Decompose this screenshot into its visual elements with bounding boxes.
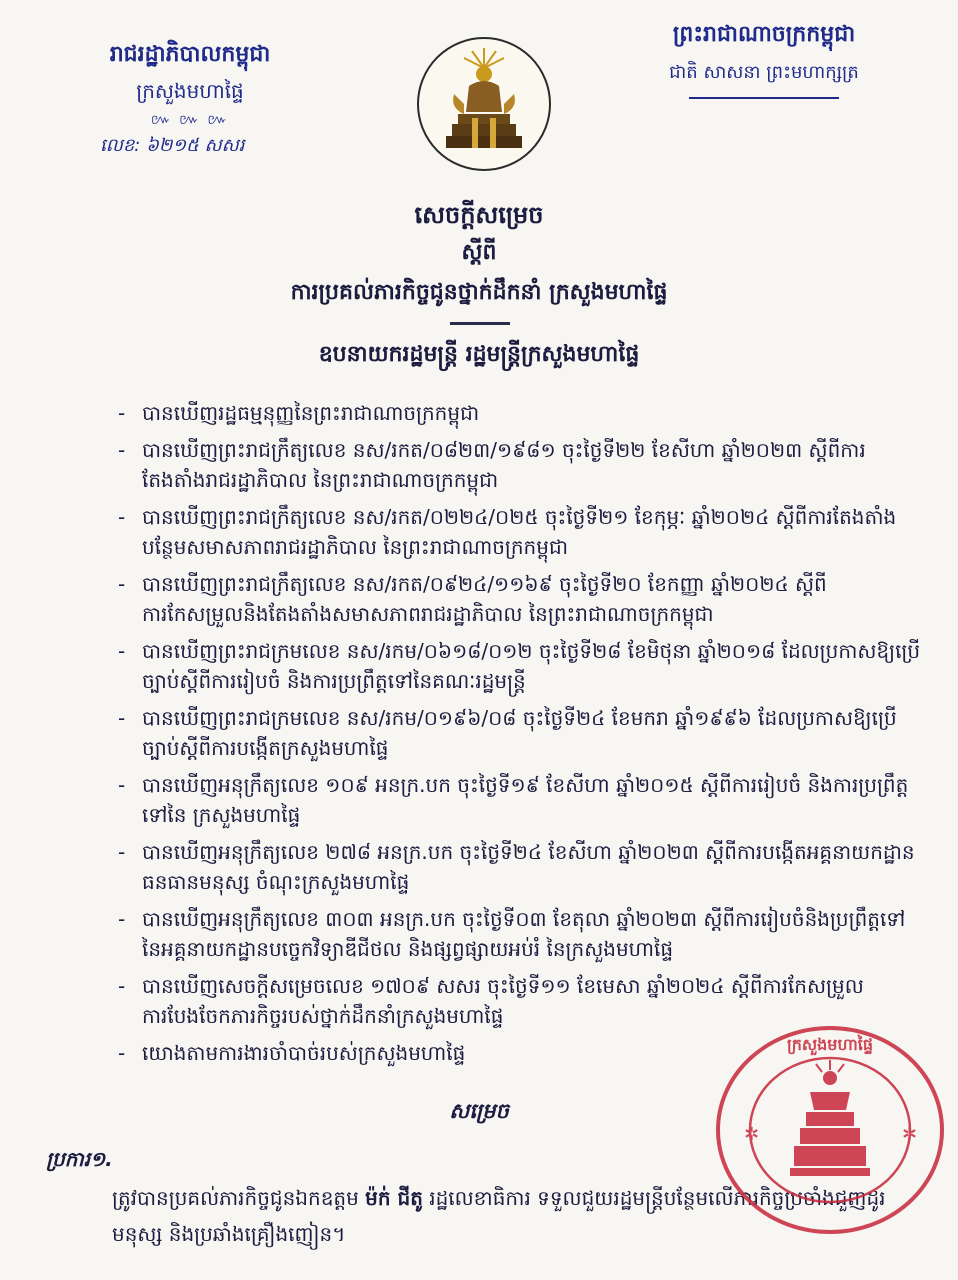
svg-text:✲: ✲	[744, 1124, 760, 1145]
reference-text: យោងតាមការងារចាំបាច់របស់ក្រសួងមហាផ្ទៃ	[142, 1041, 466, 1065]
article-text-after: រដ្ឋលេខាធិការ ទទួលជួយរដ្ឋមន្ត្រីបន្ថែមលើភារកិច្ចប្រចាំងជួញដូរមនុស្ស និងប្រឆាំងគ្រឿងញៀន។	[112, 1186, 886, 1246]
document-subject: ការប្រគល់ភារកិច្ចជូនថ្នាក់ដឹកនាំ ក្រសួងមហាផ្ទៃ	[290, 280, 668, 305]
list-item: - បានឃើញអនុក្រឹត្យលេខ ២៧៨ អនក្រ.បក ចុះថ្ងៃទី២៤ ខែសីហា ឆ្នាំ២០២៣ ស្ដីពីការបង្កើតអគ្គនាយកដ្ឋានធនធានមនុស្ស ចំណុះក្រសួងមហាផ្ទៃ	[118, 840, 915, 894]
kingdom-name: ព្រះរាជាណាចក្រកម្ពុជា	[672, 22, 856, 47]
reference-text: បានឃើញព្រះរាជក្រឹត្យលេខ នស/រកត/០៩២៤/១១៦៩ ចុះថ្ងៃទី២០ ខែកញ្ញា ឆ្នាំ២០២៤ ស្ដីពីការកែសម្រួលនិងតែងតាំងសមាសភាពរាជរដ្ឋាភិបាល នៃព្រះរាជាណាចក្រកម្ពុជា	[142, 572, 827, 626]
decision-heading: សម្រេច	[449, 1099, 509, 1123]
list-item: - បានឃើញសេចក្ដីសម្រេចលេខ ១៧០៩ សសរ ចុះថ្ងៃទី១១ ខែមេសា ឆ្នាំ២០២៤ ស្ដីពីការកែសម្រួលការបែងចែកភារកិច្ចរបស់ថ្នាក់ដឹកនាំក្រសួងមហាផ្ទៃ	[118, 974, 864, 1028]
reference-text: បានឃើញអនុក្រឹត្យលេខ ១០៩ អនក្រ.បក ចុះថ្ងៃទី១៩ ខែសីហា ឆ្នាំ២០១៥ ស្ដីពីការរៀបចំ និងការប្រព្រឹត្តទៅនៃ ក្រសួងមហាផ្ទៃ	[142, 773, 909, 827]
list-item: - បានឃើញអនុក្រឹត្យលេខ ១០៩ អនក្រ.បក ចុះថ្ងៃទី១៩ ខែសីហា ឆ្នាំ២០១៥ ស្ដីពីការរៀបចំ និងការប្រព្រឹត្តទៅនៃ ក្រសួងមហាផ្ទៃ	[118, 773, 909, 827]
list-item: - យោងតាមការងារចាំបាច់របស់ក្រសួងមហាផ្ទៃ	[118, 1041, 466, 1065]
list-item: - បានឃើញអនុក្រឹត្យលេខ ៣០៣ អនក្រ.បក ចុះថ្ងៃទី០៣ ខែតុលា ឆ្នាំ២០២៣ ស្ដីពីការរៀបចំនិងប្រព្រឹត្តទៅ នៃអគ្គនាយកដ្ឋានបច្ចេកវិទ្យាឌីជីថល និងផ្សព្វផ្សាយអប់រំ នៃក្រសួងមហាផ្ទៃ	[118, 907, 906, 961]
list-item: - បានឃើញព្រះរាជក្រមលេខ នស/រកម/០១៩៦/០៨ ចុះថ្ងៃទី២៤ ខែមករា ឆ្នាំ១៩៩៦ ដែលប្រកាសឱ្យប្រើច្បាប់ស្ដីពីការបង្កើតក្រសួងមហាផ្ទៃ	[118, 706, 897, 760]
official-name: ម៉ក់ ជីតូ	[365, 1186, 423, 1210]
ministry-name: ក្រសួងមហាផ្ទៃ	[136, 79, 244, 103]
reference-text: បានឃើញអនុក្រឹត្យលេខ ៣០៣ អនក្រ.បក ចុះថ្ងៃទី០៣ ខែតុលា ឆ្នាំ២០២៣ ស្ដីពីការរៀបចំនិងប្រព្រឹត្តទៅ នៃអគ្គនាយកដ្ឋានបច្ចេកវិទ្យាឌីជីថល និងផ្សព្វផ្សាយអប់រំ នៃក្រសួងមហាផ្ទៃ	[142, 907, 906, 961]
ministry-seal-icon	[710, 1020, 950, 1240]
royal-emblem-icon	[414, 34, 554, 174]
list-item: - បានឃើញព្រះរាជក្រឹត្យលេខ នស/រកត/០៩២៤/១១៦៩ ចុះថ្ងៃទី២០ ខែកញ្ញា ឆ្នាំ២០២៤ ស្ដីពីការកែសម្រួលនិងតែងតាំងសមាសភាពរាជរដ្ឋាភិបាល នៃព្រះរាជាណាចក្រកម្ពុជា	[118, 572, 827, 626]
reference-list	[112, 398, 924, 1075]
svg-text:✲: ✲	[902, 1124, 918, 1145]
list-item: - បានឃើញព្រះរាជក្រឹត្យលេខ នស/រកត/០២២៤/០២៥ ចុះថ្ងៃទី២១ ខែកុម្ភៈ ឆ្នាំ២០២៤ ស្ដីពីការតែងតាំងបន្ថែមសមាសភាពរាជរដ្ឋាភិបាល នៃព្រះរាជាណាចក្រកម្ពុជា	[118, 505, 897, 559]
document-title: សេចក្ដីសម្រេច	[414, 201, 544, 229]
article-text-before: ត្រូវបានប្រគល់ភារកិច្ចជូនឯកឧត្ដម	[112, 1186, 366, 1210]
article-label: ប្រការ១.	[46, 1147, 113, 1171]
header-ornament: ៚ ៚ ៚	[150, 112, 230, 128]
ministry-header	[60, 40, 320, 160]
title-divider	[450, 322, 510, 325]
document-number: លេខ: ៦២១៥ សសរ	[100, 135, 245, 156]
list-item: - បានឃើញព្រះរាជក្រឹត្យលេខ នស/រកត/០៨២៣/១៩៨១ ចុះថ្ងៃទី២២ ខែសីហា ឆ្នាំ២០២៣ ស្ដីពីការតែងតាំងរាជរដ្ឋាភិបាល នៃព្រះរាជាណាចក្រកម្ពុជា	[118, 438, 866, 492]
issuer-title: ឧបនាយករដ្ឋមន្ត្រី រដ្ឋមន្ត្រីក្រសួងមហាផ្ទៃ	[318, 342, 640, 367]
reference-text: បានឃើញព្រះរាជក្រមលេខ នស/រកម/០១៩៦/០៨ ចុះថ្ងៃទី២៤ ខែមករា ឆ្នាំ១៩៩៦ ដែលប្រកាសឱ្យប្រើច្បាប់ស្ដីពីការបង្កើតក្រសួងមហាផ្ទៃ	[142, 706, 897, 760]
title-about: ស្ដីពី	[461, 240, 497, 265]
national-motto: ជាតិ សាសនា ព្រះមហាក្សត្រ	[669, 62, 859, 83]
reference-text: បានឃើញសេចក្ដីសម្រេចលេខ ១៧០៩ សសរ ចុះថ្ងៃទី១១ ខែមេសា ឆ្នាំ២០២៤ ស្ដីពីការកែសម្រួលការបែងចែកភារកិច្ចរបស់ថ្នាក់ដឹកនាំក្រសួងមហាផ្ទៃ	[142, 974, 864, 1028]
reference-text: បានឃើញរដ្ឋធម្មនុញ្ញនៃព្រះរាជាណាចក្រកម្ពុជា	[142, 401, 480, 425]
government-name: រាជរដ្ឋាភិបាលកម្ពុជា	[109, 42, 271, 67]
kingdom-header	[614, 20, 914, 99]
seal-text: ក្រសួងមហាផ្ទៃ	[786, 1035, 874, 1054]
list-item: - បានឃើញរដ្ឋធម្មនុញ្ញនៃព្រះរាជាណាចក្រកម្ពុជា	[118, 401, 480, 425]
reference-text: បានឃើញព្រះរាជក្រឹត្យលេខ នស/រកត/០២២៤/០២៥ ចុះថ្ងៃទី២១ ខែកុម្ភៈ ឆ្នាំ២០២៤ ស្ដីពីការតែងតាំងបន្ថែមសមាសភាពរាជរដ្ឋាភិបាល នៃព្រះរាជាណាចក្រកម្ពុជា	[142, 505, 897, 559]
reference-text: បានឃើញព្រះរាជក្រមលេខ នស/រកម/០៦១៨/០១២ ចុះថ្ងៃទី២៨ ខែមិថុនា ឆ្នាំ២០១៨ ដែលប្រកាសឱ្យប្រើច្បាប់ស្ដីពីការរៀបចំ និងការប្រព្រឹត្តទៅនៃគណៈរដ្ឋមន្ត្រី	[142, 639, 921, 693]
header-divider	[689, 97, 839, 99]
list-item: - បានឃើញព្រះរាជក្រមលេខ នស/រកម/០៦១៨/០១២ ចុះថ្ងៃទី២៨ ខែមិថុនា ឆ្នាំ២០១៨ ដែលប្រកាសឱ្យប្រើច្បាប់ស្ដីពីការរៀបចំ និងការប្រព្រឹត្តទៅនៃគណៈរដ្ឋមន្ត្រី	[118, 639, 921, 693]
reference-text: បានឃើញព្រះរាជក្រឹត្យលេខ នស/រកត/០៨២៣/១៩៨១ ចុះថ្ងៃទី២២ ខែសីហា ឆ្នាំ២០២៣ ស្ដីពីការតែងតាំងរាជរដ្ឋាភិបាល នៃព្រះរាជាណាចក្រកម្ពុជា	[142, 438, 866, 492]
reference-text: បានឃើញអនុក្រឹត្យលេខ ២៧៨ អនក្រ.បក ចុះថ្ងៃទី២៤ ខែសីហា ឆ្នាំ២០២៣ ស្ដីពីការបង្កើតអគ្គនាយកដ្ឋានធនធានមនុស្ស ចំណុះក្រសួងមហាផ្ទៃ	[142, 840, 915, 894]
